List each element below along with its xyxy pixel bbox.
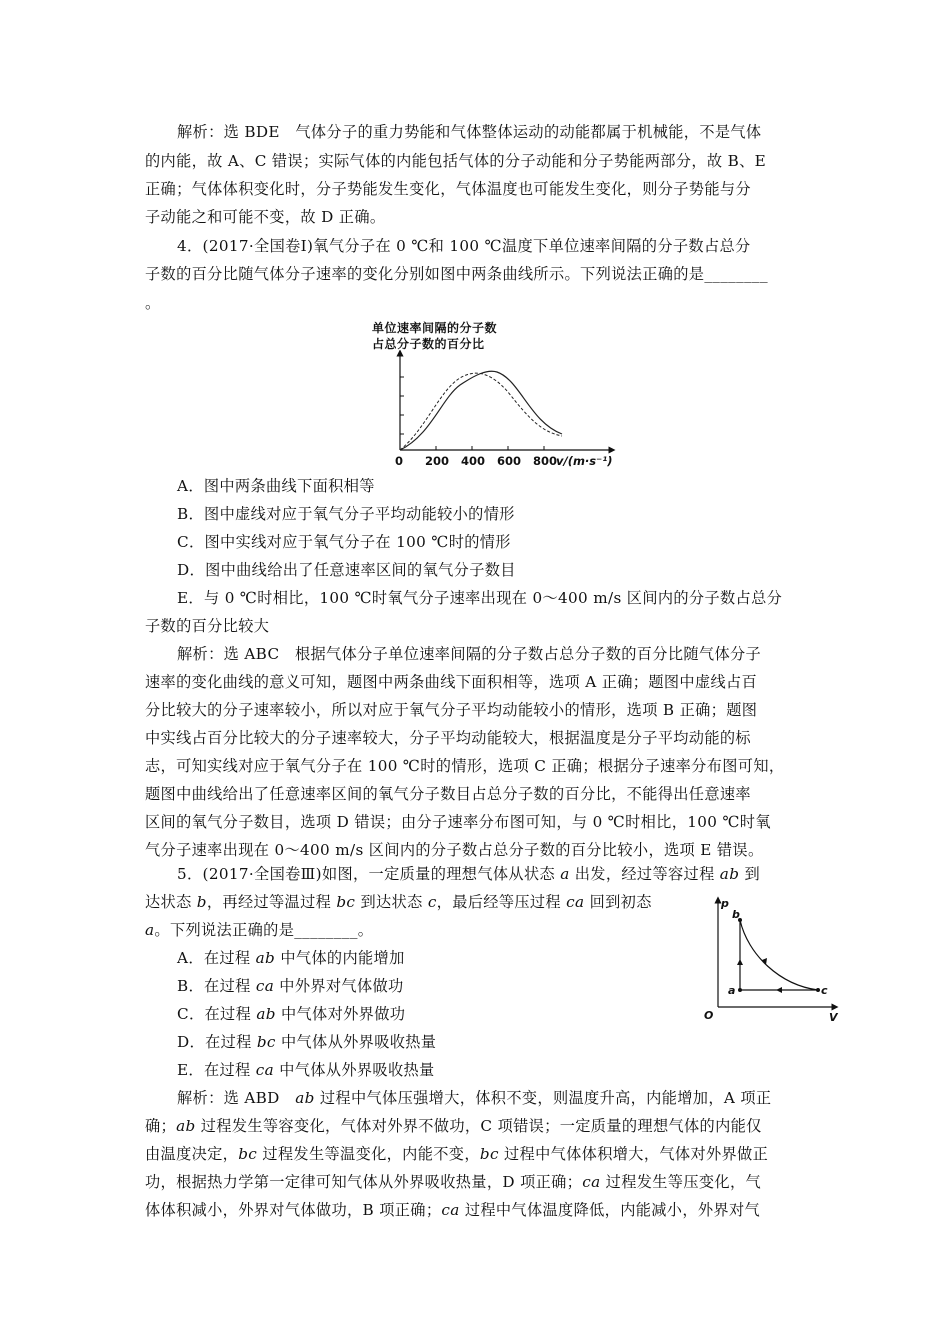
- dashed-curve-0C: [400, 373, 562, 450]
- x-tick-label: 400: [461, 454, 486, 468]
- option-a: A．图中两条曲线下面积相等: [177, 477, 375, 495]
- x-tick-label: 200: [425, 454, 450, 468]
- analysis-line: 由温度决定，bc 过程发生等温变化，内能不变，bc 过程中气体体积增大，气体对外界做正: [145, 1145, 769, 1163]
- analysis-line: 速率的变化曲线的意义可知，题图中两条曲线下面积相等，选项 A 正确；题图中虚线占百: [145, 673, 758, 691]
- analysis-line: 区间的氧气分子数目，选项 D 错误；由分子速率分布图可知，与 0 ℃时相比，100 ℃时氧: [145, 813, 771, 831]
- question-5-stem: a。下列说法正确的是________。: [145, 921, 374, 939]
- analysis-line: 气分子速率出现在 0～400 m/s 区间内的分子数占总分子数的百分比较小，选项 E 错误。: [145, 841, 764, 859]
- process-ab-arrow: [737, 959, 743, 965]
- analysis-line: 的内能，故 A、C 错误；实际气体的内能包括气体的分子动能和分子势能两部分，故 B、E: [145, 152, 767, 170]
- analysis-line: 确；ab 过程发生等容变化，气体对外界不做功，C 项错误；一定质量的理想气体的内能仅: [145, 1117, 762, 1135]
- analysis-line: 解析：选 ABC 根据气体分子单位速率间隔的分子数占总分子数的百分比随气体分子: [177, 645, 762, 663]
- option-b: B．图中虚线对应于氧气分子平均动能较小的情形: [177, 505, 515, 523]
- process-ca-arrow: [776, 987, 782, 993]
- question-5-stem: 达状态 b，再经过等温过程 bc 到达状态 c，最后经等压过程 ca 回到初态: [145, 893, 652, 911]
- velocity-distribution-figure: [380, 350, 630, 470]
- option-d: D．在过程 bc 中气体从外界吸收热量: [177, 1033, 437, 1051]
- question-4-stem: 4．(2017·全国卷Ⅰ)氧气分子在 0 ℃和 100 ℃温度下单位速率间隔的分子数占总分: [177, 237, 751, 255]
- x-ticks: [436, 446, 544, 450]
- state-a-label: a: [728, 984, 736, 997]
- option-d: D．图中曲线给出了任意速率区间的氧气分子数目: [177, 561, 516, 579]
- option-e: 子数的百分比较大: [145, 617, 270, 635]
- v-axis-label: V: [829, 1011, 838, 1024]
- analysis-line: 功，根据热力学第一定律可知气体从外界吸收热量，D 项正确；ca 过程发生等压变化，气: [145, 1173, 762, 1191]
- analysis-line: 解析：选 BDE 气体分子的重力势能和气体整体运动的动能都属于机械能，不是气体: [177, 123, 762, 141]
- analysis-line: 体体积减小，外界对气体做功，B 项正确；ca 过程中气体温度降低，内能减小，外界对气: [145, 1201, 761, 1219]
- process-bc: [740, 920, 818, 990]
- analysis-line: 子动能之和可能不变，故 D 正确。: [145, 208, 386, 226]
- analysis-line: 正确；气体体积变化时，分子势能发生变化，气体温度也可能发生变化，则分子势能与分: [145, 180, 751, 198]
- analysis-line: 中实线占百分比较大的分子速率较大，分子平均动能较大，根据温度是分子平均动能的标: [145, 729, 751, 747]
- p-axis-label: p: [721, 897, 729, 910]
- state-c-label: c: [821, 984, 828, 997]
- state-c-point: [816, 988, 820, 992]
- x-axis-label: v/(m·s⁻¹): [556, 454, 613, 468]
- x-tick-label: 800: [533, 454, 558, 468]
- analysis-line: 志，可知实线对应于氧气分子在 100 ℃时的情形，选项 C 正确；根据分子速率分布图可知，: [145, 757, 785, 775]
- pv-diagram-figure: [700, 895, 845, 1025]
- option-a: A．在过程 ab 中气体的内能增加: [177, 949, 405, 967]
- question-5-stem: 5．(2017·全国卷Ⅲ)如图，一定质量的理想气体从状态 a 出发，经过等容过程 ab 到: [177, 865, 760, 883]
- option-c: C．在过程 ab 中气体对外界做功: [177, 1005, 406, 1023]
- option-c: C．图中实线对应于氧气分子在 100 ℃时的情形: [177, 533, 511, 551]
- x-tick-label: 600: [497, 454, 522, 468]
- state-a-point: [738, 988, 742, 992]
- figure-ylabel: 单位速率间隔的分子数: [372, 321, 498, 335]
- option-e: E．在过程 ca 中气体从外界吸收热量: [177, 1061, 435, 1079]
- option-e: E．与 0 ℃时相比，100 ℃时氧气分子速率出现在 0～400 m/s 区间内的分子数占总分: [177, 589, 783, 607]
- question-4-stem: 。: [145, 294, 161, 312]
- question-4-stem: 子数的百分比随气体分子速率的变化分别如图中两条曲线所示。下列说法正确的是________: [145, 265, 768, 283]
- analysis-line: 解析：选 ABD ab 过程中气体压强增大，体积不变，则温度升高，内能增加，A 项正: [177, 1089, 772, 1107]
- figure-ylabel: 占总分子数的百分比: [372, 337, 485, 351]
- x-tick-label: 0: [395, 454, 404, 468]
- origin-label: O: [704, 1009, 714, 1022]
- option-b: B．在过程 ca 中外界对气体做功: [177, 977, 404, 995]
- analysis-line: 题图中曲线给出了任意速率区间的氧气分子数目占总分子数的百分比，不能得出任意速率: [145, 785, 751, 803]
- y-ticks: [400, 377, 404, 434]
- solid-curve-100C: [400, 371, 562, 450]
- state-b-label: b: [732, 908, 740, 921]
- analysis-line: 分比较大的分子速率较小，所以对应于氧气分子平均动能较小的情形，选项 B 正确；题图: [145, 701, 758, 719]
